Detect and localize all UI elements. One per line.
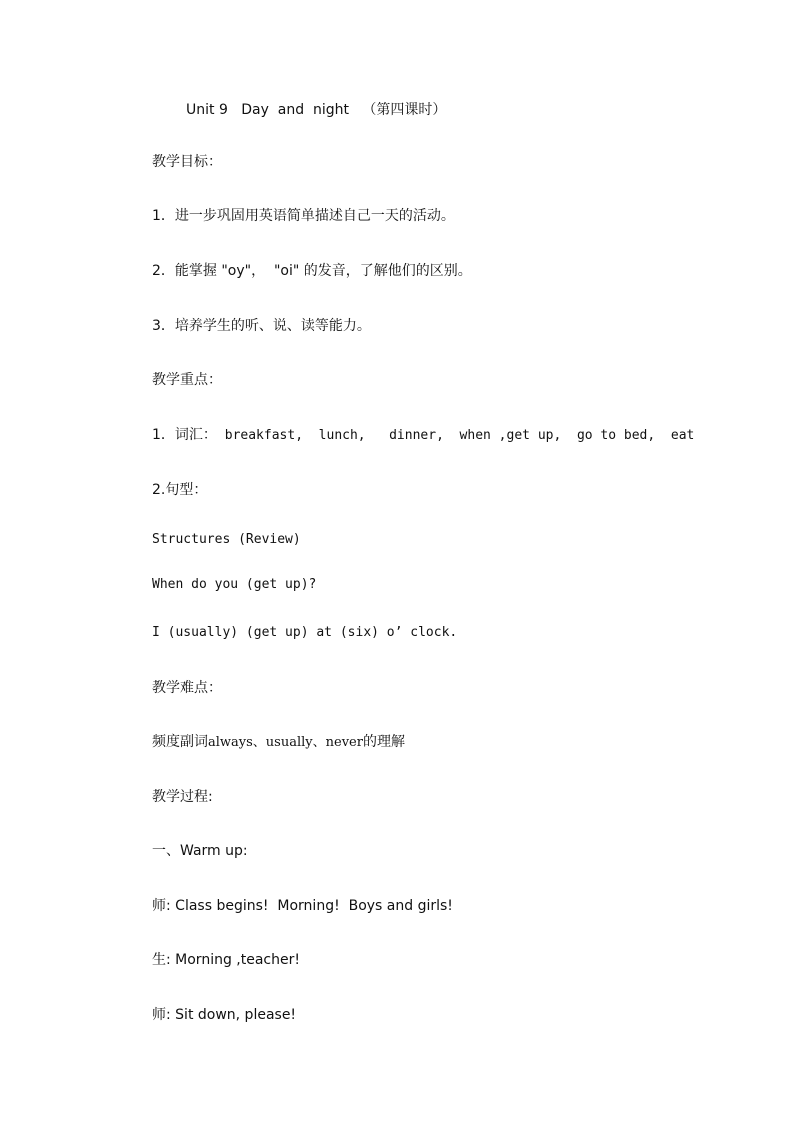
sentence-pattern-label: 2.句型：: [152, 482, 208, 498]
adverbs-prefix: 频度副词: [152, 734, 208, 750]
structure-answer: I (usually) (get up) at (six) o’ clock.: [152, 625, 458, 640]
objective-1: 1．进一步巩固用英语简单描述自己一天的活动。: [152, 208, 455, 224]
vocabulary-label: 1．词汇：: [152, 427, 217, 443]
objectives-heading: 教学目标：: [152, 154, 222, 170]
teacher-line-1: 师: Class begins! Morning! Boys and girls!: [152, 898, 453, 914]
key-points-heading: 教学重点：: [152, 372, 222, 388]
adverbs-suffix: 的理解: [362, 734, 405, 750]
vocabulary-words: breakfast, lunch, dinner, when ,get up, go to bed, eat: [216, 428, 695, 443]
student-line-1: 生: Morning ,teacher!: [152, 952, 300, 968]
difficulties-heading: 教学难点：: [152, 680, 222, 696]
objective-3: 3．培养学生的听、说、读等能力。: [152, 318, 371, 334]
objective-2: 2．能掌握 "oy"， "oi" 的发音，了解他们的区别。: [152, 263, 472, 279]
adverbs-words: always、usually、never: [208, 735, 363, 750]
process-heading: 教学过程:: [152, 789, 213, 805]
warmup-heading: 一、Warm up:: [152, 843, 248, 859]
teacher-line-2: 师: Sit down, please!: [152, 1007, 297, 1023]
structure-question: When do you (get up)?: [152, 577, 317, 592]
vocabulary-line: [152, 426, 694, 445]
structures-review: Structures (Review): [152, 532, 301, 547]
lesson-title: Unit 9 Day and night （第四课时）: [186, 102, 447, 118]
adverbs-line: [152, 733, 405, 752]
